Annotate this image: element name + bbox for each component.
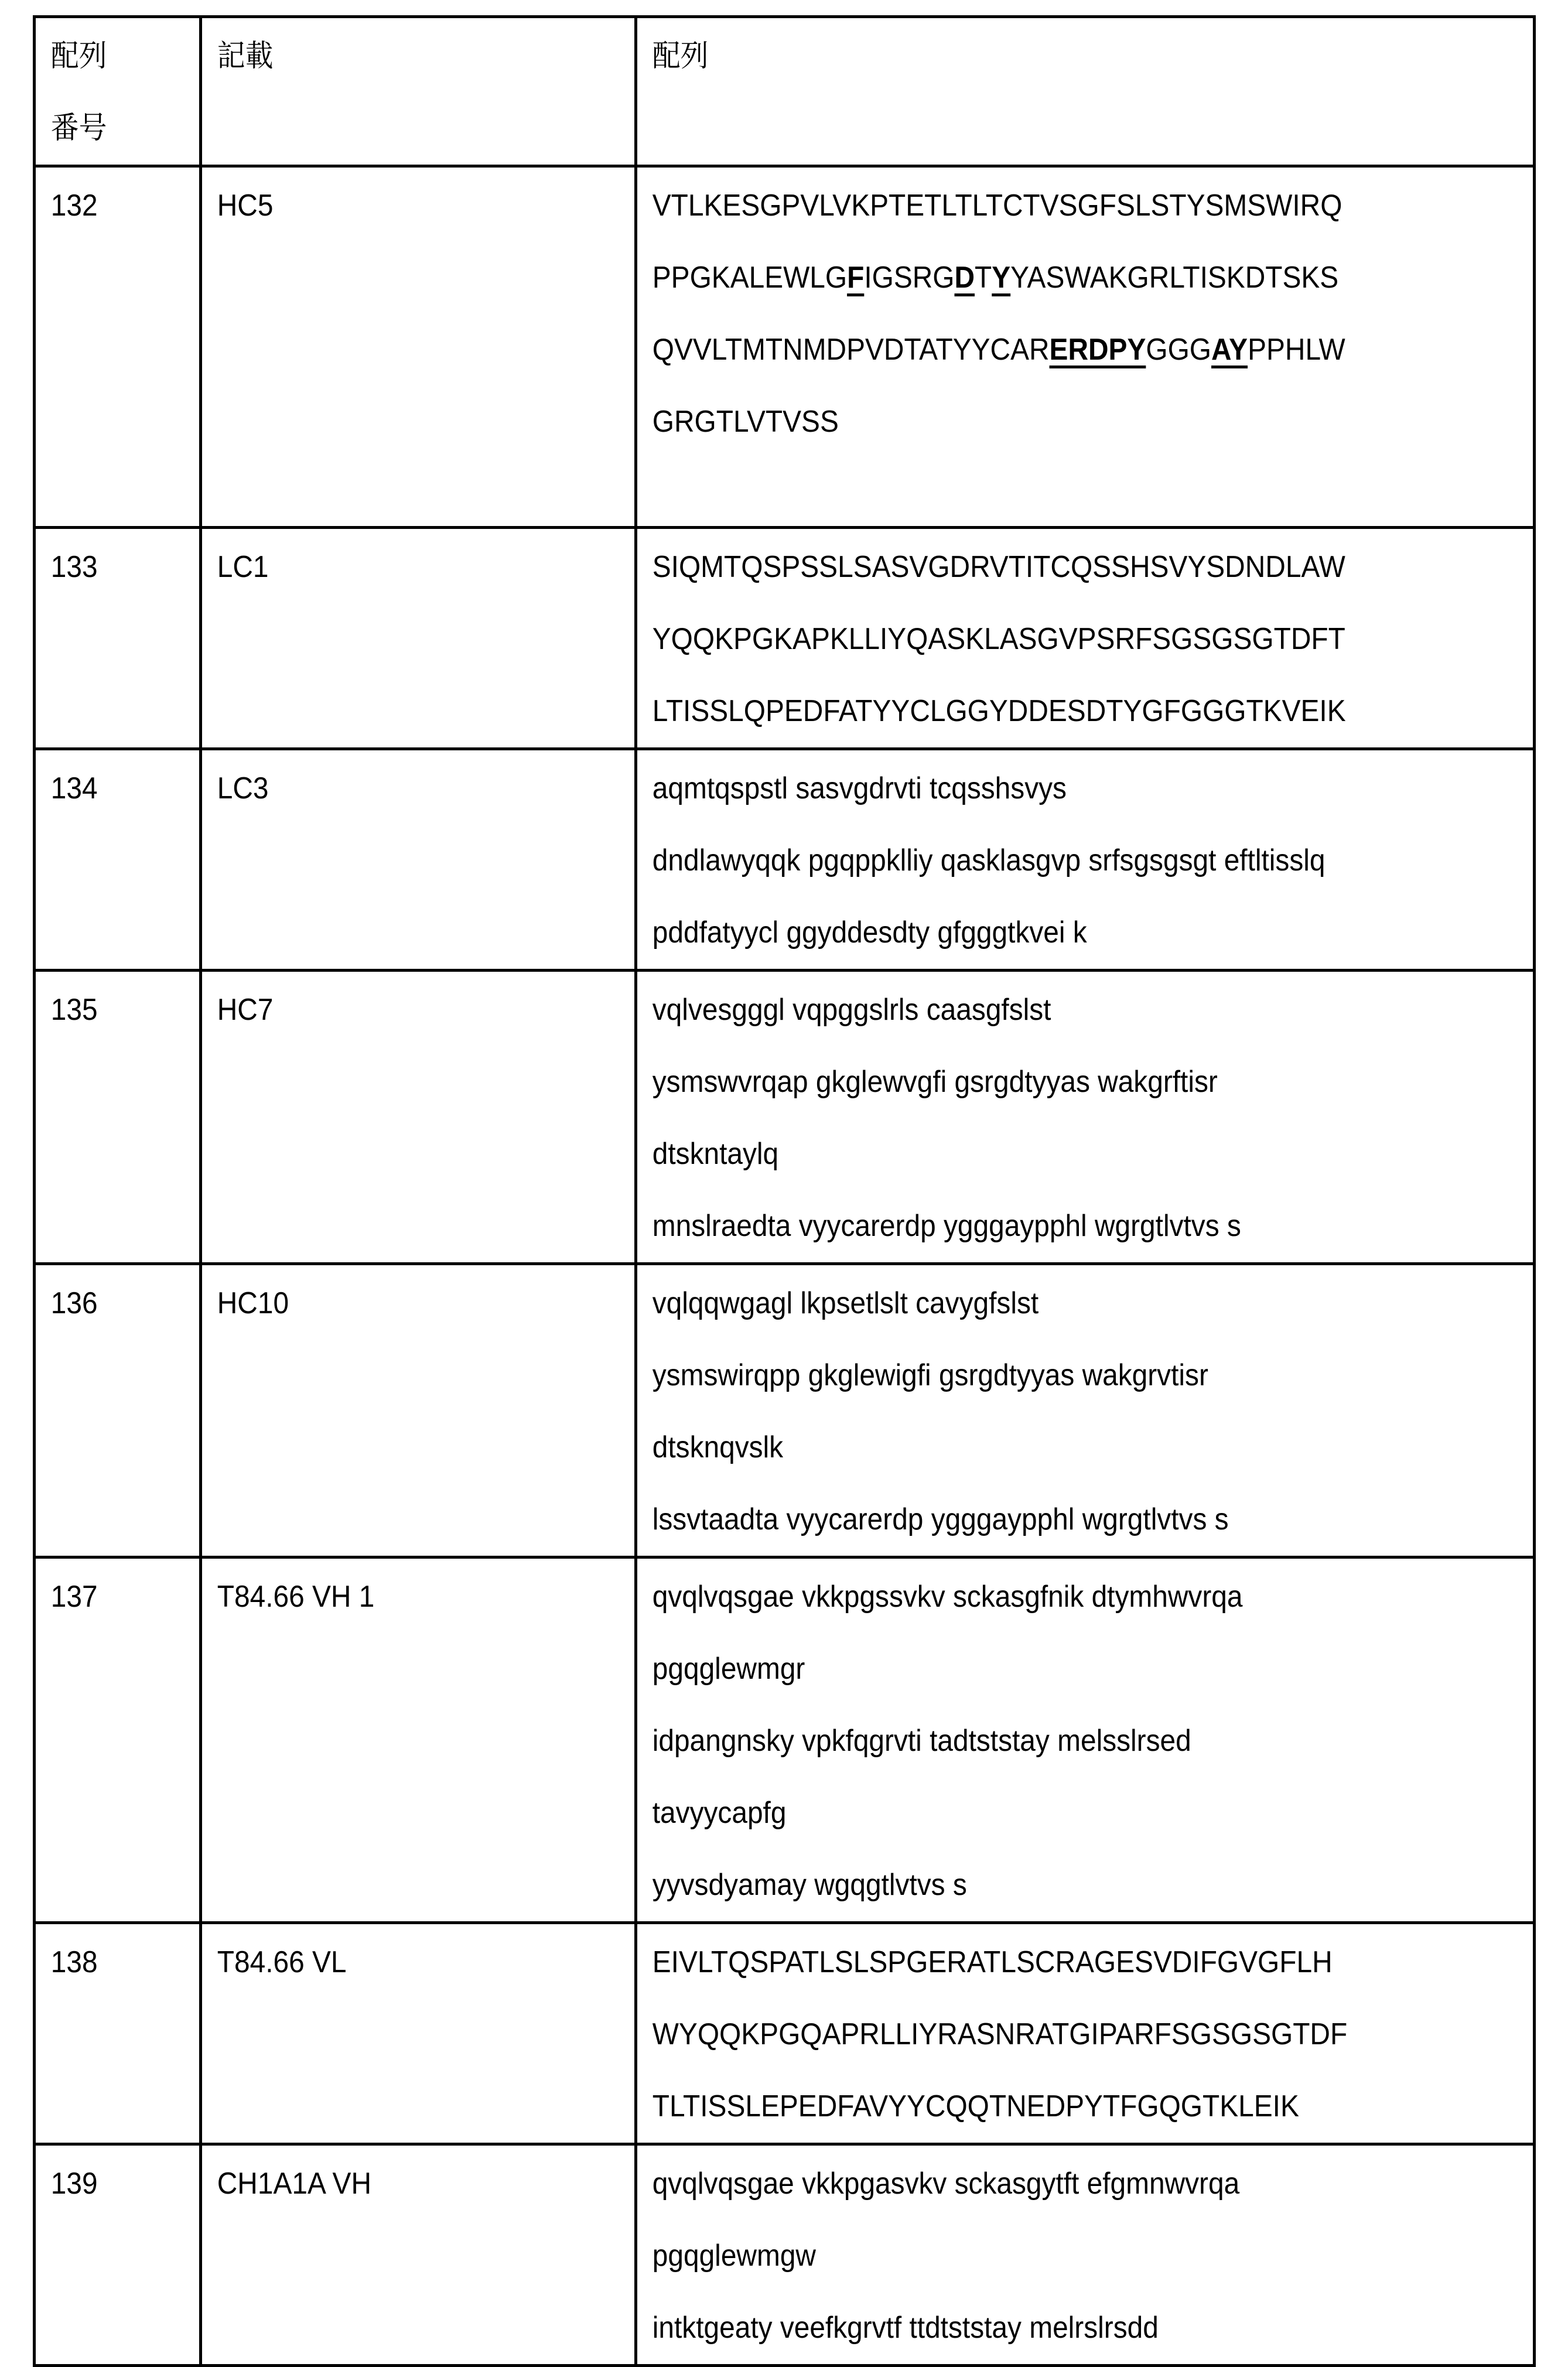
sequence-line <box>653 1561 1447 1633</box>
description: HC5 <box>217 189 274 223</box>
seq-no: 135 <box>50 993 98 1027</box>
sequence-line <box>653 2071 1447 2143</box>
sequence-line <box>653 1046 1447 1118</box>
description: LC1 <box>217 550 269 584</box>
highlighted-residues: D <box>954 261 975 295</box>
sequence-line <box>653 2220 1447 2292</box>
sequence-line <box>653 974 1447 1046</box>
seq-no: 134 <box>50 771 98 805</box>
table-row <box>35 1557 1535 1923</box>
sequence-segment: mnslraedta vyycarerdp ygggaypphl wgrgtlvtvs s <box>652 1209 1241 1243</box>
sequence-segment: dtskntaylq <box>652 1137 779 1171</box>
seq-no: 138 <box>50 1945 98 1979</box>
seq-no: 133 <box>50 550 98 584</box>
sequence-segment: ysmswvrqap gkglewvgfi gsrgdtyyas wakgrftisr <box>652 1065 1218 1099</box>
sequence-cell <box>636 971 1535 1264</box>
sequence-segment: intktgeaty veefkgrvtf ttdtststay melrslrsdd <box>652 2311 1159 2345</box>
sequence-segment: QVVLTMTNMDPVDTATYYCAR <box>652 333 1050 367</box>
sequence-segment: pddfatyycl ggyddesdty gfgggtkvei k <box>652 916 1087 949</box>
sequence-segment: IGSRG <box>864 261 955 295</box>
sequence-line <box>653 1849 1447 1921</box>
sequence-segment: YASWAKGRLTISKDTSKS <box>1010 261 1339 295</box>
seq-no: 137 <box>50 1580 98 1614</box>
sequence-segment: dndlawyqqk pgqppklliy qasklasgvp srfsgsgsgt eftltisslq <box>652 843 1326 877</box>
sequence-line <box>653 170 1447 242</box>
header-description <box>201 17 636 166</box>
description: T84.66 VH 1 <box>217 1580 375 1614</box>
sequence-line <box>653 1633 1447 1705</box>
sequence-line <box>653 1412 1447 1484</box>
header-description-label: 記載 <box>217 39 274 73</box>
seq-no-cell <box>35 749 201 971</box>
sequence-line <box>653 1190 1447 1262</box>
sequence-segment: dtsknqvslk <box>652 1430 784 1464</box>
description-cell <box>201 749 636 971</box>
description-cell <box>201 1557 636 1923</box>
seq-no: 132 <box>50 189 98 223</box>
sequence-cell <box>636 1264 1535 1557</box>
description-cell <box>201 971 636 1264</box>
sequence-line <box>653 1268 1447 1340</box>
table-row <box>35 528 1535 749</box>
header-seq-no-line1: 配列 <box>50 39 107 73</box>
sequence-line <box>653 1484 1447 1556</box>
sequence-cell <box>636 2144 1535 2366</box>
seq-no-cell <box>35 528 201 749</box>
table-row <box>35 749 1535 971</box>
sequence-line <box>653 1927 1447 1999</box>
highlighted-residues: ERDPY <box>1049 333 1146 367</box>
sequence-line <box>653 314 1447 386</box>
sequence-segment: TLTISSLEPEDFAVYYCQQTNEDPYTFGQGTKLEIK <box>652 2089 1299 2123</box>
seq-no-cell <box>35 971 201 1264</box>
sequence-segment: pgqglewmgw <box>652 2239 816 2273</box>
description-cell <box>201 1923 636 2144</box>
seq-no: 139 <box>50 2167 98 2201</box>
sequence-segment: PPGKALEWLG <box>652 261 848 295</box>
sequence-segment: GRGTLVTVSS <box>652 405 839 439</box>
sequence-segment: tavyycapfg <box>652 1796 787 1830</box>
description-cell <box>201 2144 636 2366</box>
table-row <box>35 2144 1535 2366</box>
sequence-segment: pgqglewmgr <box>652 1652 805 1686</box>
sequence-segment: GGG <box>1146 333 1212 367</box>
sequence-segment: idpangnsky vpkfqgrvti tadtststay melsslrsed <box>652 1724 1191 1758</box>
sequence-line <box>653 825 1447 897</box>
sequence-segment: lssvtaadta vyycarerdp ygggaypphl wgrgtlvtvs s <box>652 1502 1229 1536</box>
header-sequence <box>636 17 1535 166</box>
description: HC10 <box>217 1286 289 1320</box>
sequence-segment: yyvsdyamay wgqgtlvtvs s <box>652 1868 967 1902</box>
sequence-segment: qvqlvqsgae vkkpgasvkv sckasgytft efgmnwvrqa <box>652 2167 1240 2201</box>
seq-no-cell <box>35 166 201 528</box>
sequence-segment: SIQMTQSPSSLSASVGDRVTITCQSSHSVYSDNDLAW <box>652 550 1345 584</box>
description: HC7 <box>217 993 274 1027</box>
header-sequence-label: 配列 <box>652 39 709 73</box>
sequence-line <box>653 675 1447 747</box>
description-cell <box>201 528 636 749</box>
sequence-segment: LTISSLQPEDFATYYCLGGYDDESDTYGFGGGTKVEIK <box>652 694 1346 728</box>
sequence-line <box>653 242 1447 314</box>
header-seq-no-line2: 番号 <box>50 111 107 145</box>
sequence-cell <box>636 1923 1535 2144</box>
sequence-line <box>653 753 1447 825</box>
table-row <box>35 1923 1535 2144</box>
description: CH1A1A VH <box>217 2167 372 2201</box>
sequence-line <box>653 1705 1447 1777</box>
sequence-line <box>653 531 1447 603</box>
seq-no-cell <box>35 2144 201 2366</box>
sequence-line <box>653 2292 1447 2364</box>
sequence-cell <box>636 1557 1535 1923</box>
sequence-segment: ysmswirqpp gkglewigfi gsrgdtyyas wakgrvtisr <box>652 1358 1208 1392</box>
table-row <box>35 971 1535 1264</box>
sequence-line <box>653 1777 1447 1849</box>
sequence-segment: WYQQKPGQAPRLLIYRASNRATGIPARFSGSGSGTDF <box>652 2017 1348 2051</box>
sequence-table <box>33 15 1536 2367</box>
table-row <box>35 1264 1535 1557</box>
sequence-line <box>653 1999 1447 2071</box>
header-row <box>35 17 1535 166</box>
sequence-line <box>653 897 1447 969</box>
description-cell <box>201 166 636 528</box>
sequence-segment: VTLKESGPVLVKPTETLTLTCTVSGFSLSTYSMSWIRQ <box>652 189 1342 223</box>
sequence-segment: vqlvesgggl vqpggslrls caasgfslst <box>652 993 1051 1027</box>
seq-no: 136 <box>50 1286 98 1320</box>
sequence-line <box>653 1340 1447 1412</box>
highlighted-residues: AY <box>1211 333 1248 367</box>
seq-no-cell <box>35 1264 201 1557</box>
description: LC3 <box>217 771 269 805</box>
sequence-cell <box>636 166 1535 528</box>
description-cell <box>201 1264 636 1557</box>
sequence-line <box>653 2148 1447 2220</box>
table-row <box>35 166 1535 528</box>
sequence-cell <box>636 749 1535 971</box>
sequence-line <box>653 1118 1447 1190</box>
sequence-segment: PPHLW <box>1248 333 1345 367</box>
header-seq-no <box>35 17 201 166</box>
sequence-cell <box>636 528 1535 749</box>
sequence-segment: YQQKPGKAPKLLIYQASKLASGVPSRFSGSGSGTDFT <box>652 622 1345 656</box>
description: T84.66 VL <box>217 1945 347 1979</box>
sequence-segment: aqmtqspstl sasvgdrvti tcqsshsvys <box>652 771 1067 805</box>
sequence-segment: vqlqqwgagl lkpsetlslt cavygfslst <box>652 1286 1039 1320</box>
sequence-segment: T <box>975 261 992 295</box>
highlighted-residues: Y <box>992 261 1011 295</box>
sequence-line <box>653 603 1447 675</box>
highlighted-residues: F <box>847 261 865 295</box>
sequence-line <box>653 386 1447 458</box>
seq-no-cell <box>35 1923 201 2144</box>
seq-no-cell <box>35 1557 201 1923</box>
sequence-segment: EIVLTQSPATLSLSPGERATLSCRAGESVDIFGVGFLH <box>652 1945 1333 1979</box>
sequence-segment: qvqlvqsgae vkkpgssvkv sckasgfnik dtymhwvrqa <box>652 1580 1243 1614</box>
